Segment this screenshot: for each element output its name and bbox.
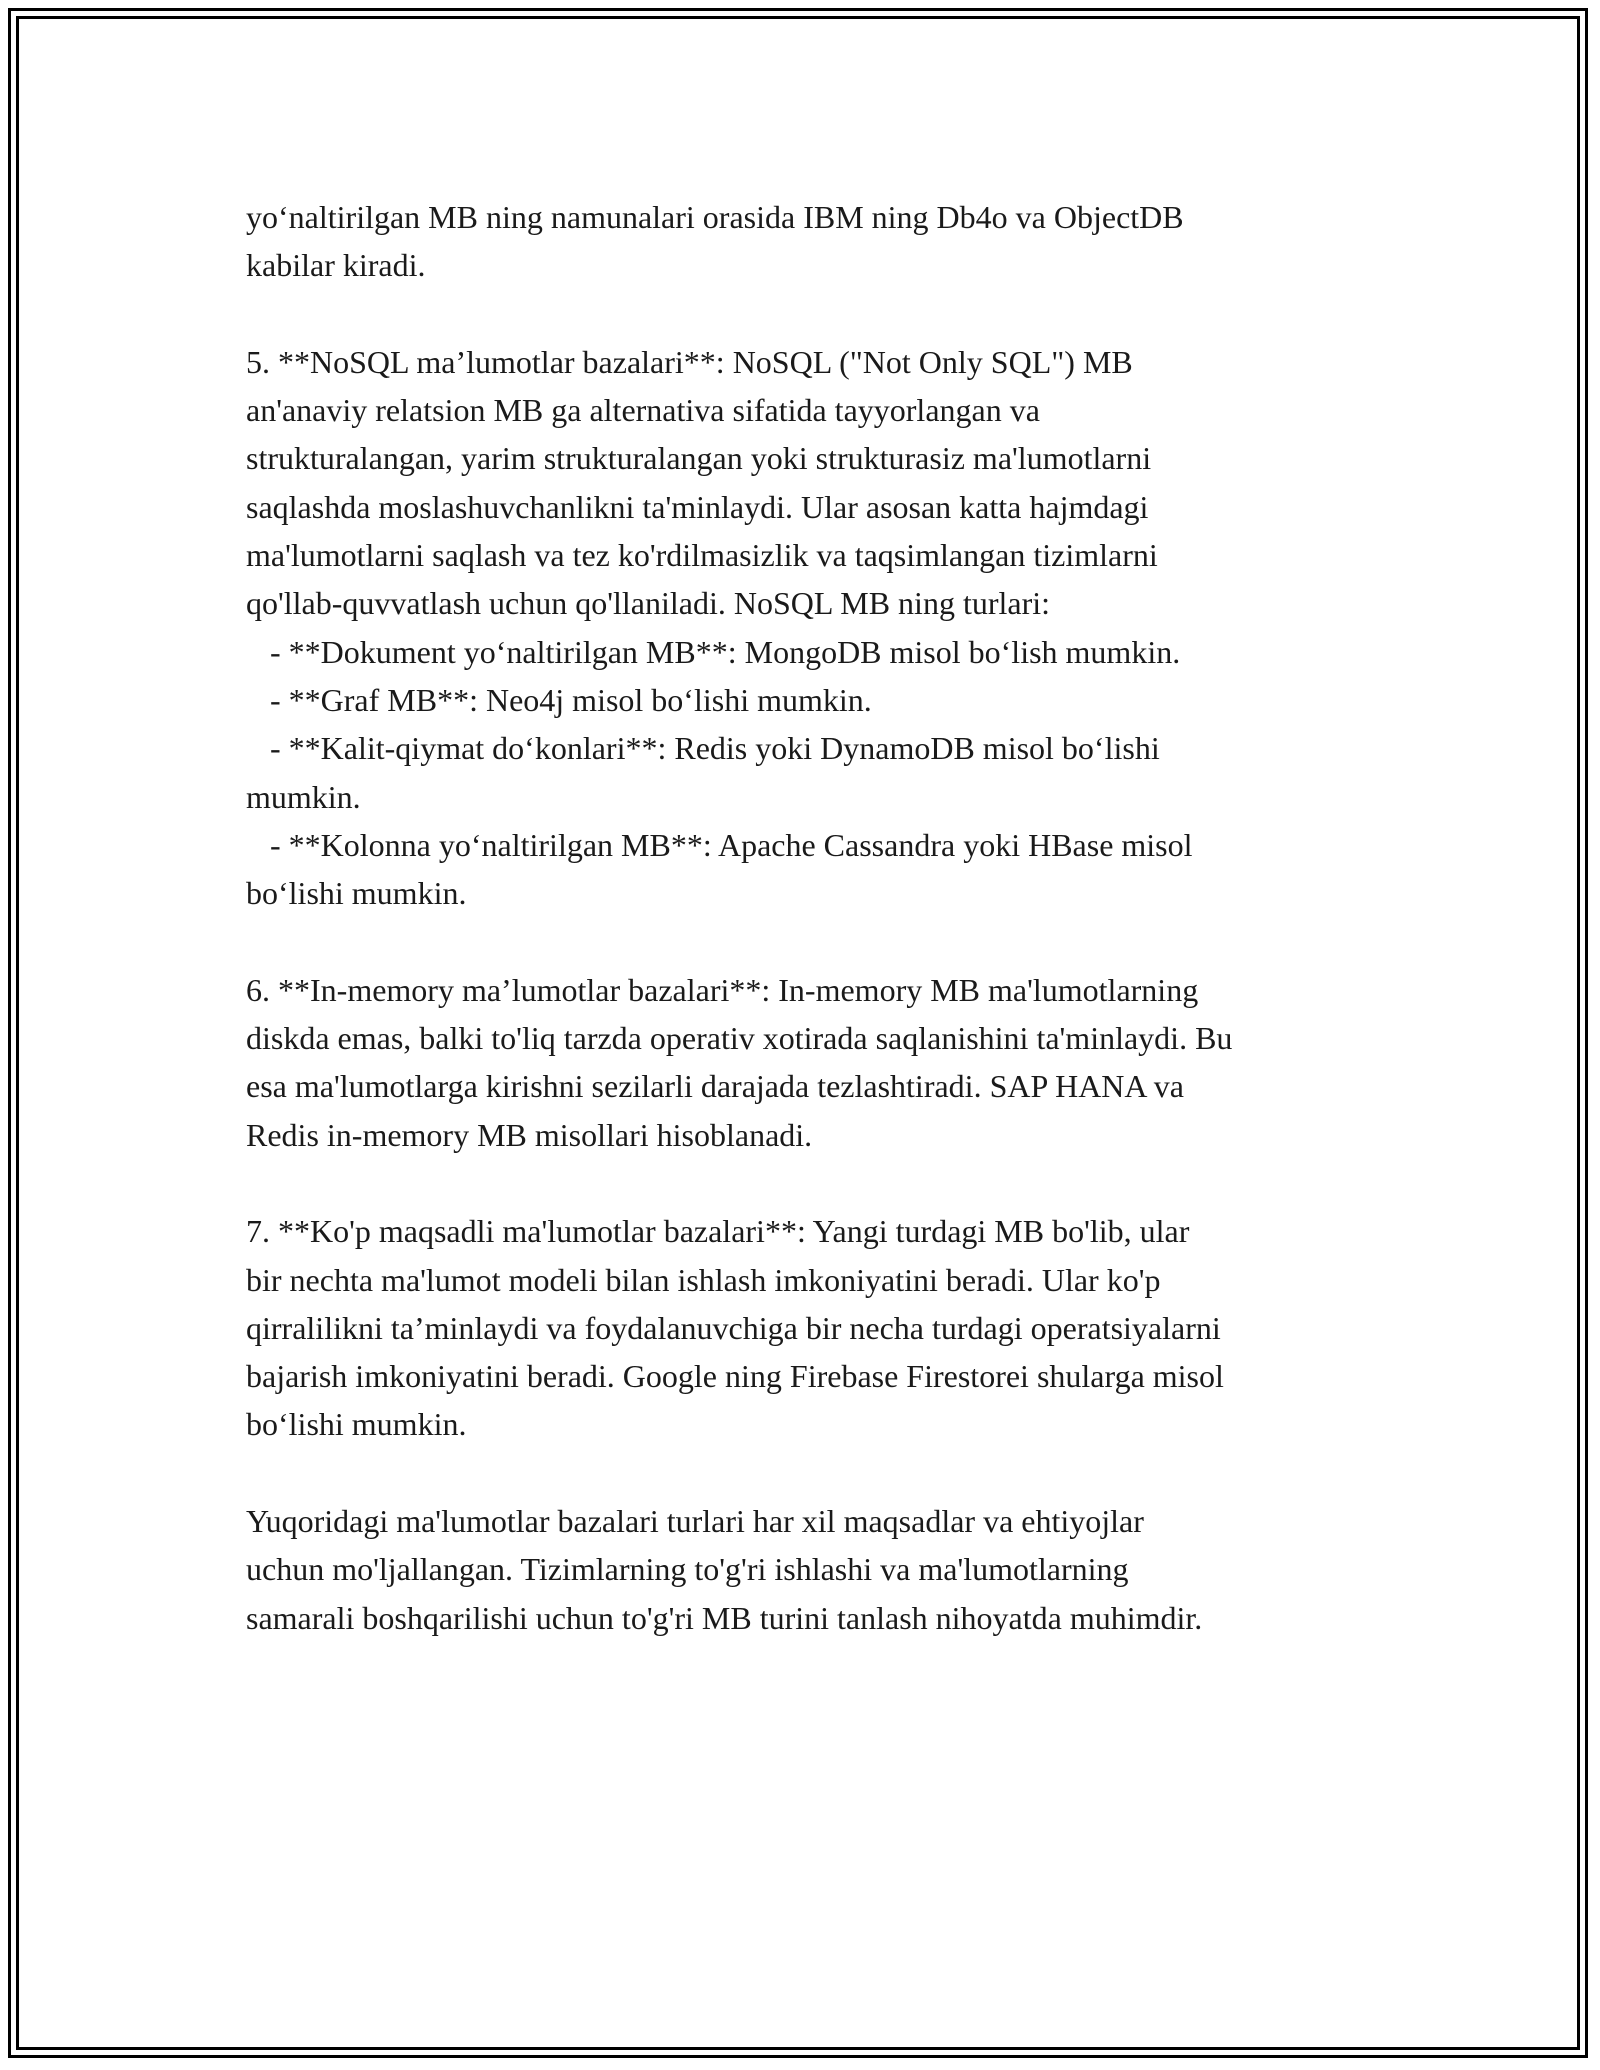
- text-line: 6. **In-memory ma’lumotlar bazalari**: In-memory MB ma'lumotlarning: [246, 971, 1199, 1008]
- text-line: strukturalangan, yarim strukturalangan yoki strukturasiz ma'lumotlarni: [246, 440, 1152, 477]
- paragraph-gap: [246, 290, 1396, 338]
- text-line: samarali boshqarilishi uchun to'g'ri MB turini tanlash nihoyatda muhimdir.: [246, 1599, 1203, 1636]
- paragraph-objectdb-continuation: [246, 193, 1396, 290]
- text-line: an'anaviy relatsion MB ga alternativa sifatida tayyorlangan va: [246, 392, 1040, 429]
- text-line: ma'lumotlarni saqlash va tez ko'rdilmasizlik va taqsimlangan tizimlarni: [246, 537, 1158, 574]
- text-line: qirralilikni ta’minlaydi va foydalanuvchiga bir necha turdagi operatsiyalarni: [246, 1309, 1221, 1346]
- paragraph-nosql: [246, 338, 1396, 918]
- text-line: esa ma'lumotlarga kirishni sezilarli darajada tezlashtiradi. SAP HANA va: [246, 1068, 1184, 1105]
- paragraph-conclusion: [246, 1497, 1396, 1642]
- text-line: uchun mo'ljallangan. Tizimlarning to'g'ri ishlashi va ma'lumotlarning: [246, 1551, 1129, 1588]
- text-line: Redis in-memory MB misollari hisoblanadi.: [246, 1116, 813, 1153]
- list-item-line: - **Kalit-qiymat do‘konlari**: Redis yoki DynamoDB misol bo‘lishi: [246, 730, 1160, 767]
- text-line: 7. **Ko'p maqsadli ma'lumotlar bazalari**: Yangi turdagi MB bo'lib, ular: [246, 1213, 1190, 1250]
- text-line: mumkin.: [246, 778, 361, 815]
- text-line: qo'llab-quvvatlash uchun qo'llaniladi. NoSQL MB ning turlari:: [246, 585, 1051, 622]
- paragraph-gap: [246, 917, 1396, 965]
- text-line: kabilar kiradi.: [246, 247, 426, 284]
- paragraph-gap: [246, 1449, 1396, 1497]
- list-item-line: - **Kolonna yo‘naltirilgan MB**: Apache Cassandra yoki HBase misol: [246, 826, 1193, 863]
- text-line: Yuqoridagi ma'lumotlar bazalari turlari har xil maqsadlar va ehtiyojlar: [246, 1503, 1144, 1540]
- paragraph-in-memory: [246, 966, 1396, 1159]
- list-item-line: - **Graf MB**: Neo4j misol bo‘lishi mumkin.: [246, 681, 872, 718]
- text-line: bo‘lishi mumkin.: [246, 875, 467, 912]
- text-line: yo‘naltirilgan MB ning namunalari orasida IBM ning Db4o va ObjectDB: [246, 199, 1184, 235]
- text-line: saqlashda moslashuvchanlikni ta'minlaydi. Ular asosan katta hajmdagi: [246, 488, 1149, 525]
- list-item-line: - **Dokument yo‘naltirilgan MB**: MongoDB misol bo‘lish mumkin.: [246, 633, 1181, 670]
- text-line: diskda emas, balki to'liq tarzda operativ xotirada saqlanishini ta'minlaydi. Bu: [246, 1020, 1233, 1057]
- paragraph-gap: [246, 1159, 1396, 1207]
- document-body: [246, 193, 1396, 1642]
- document-page: [8, 8, 1588, 2058]
- text-line: bajarish imkoniyatini beradi. Google ning Firebase Firestorei shularga misol: [246, 1358, 1224, 1395]
- text-line: bo‘lishi mumkin.: [246, 1406, 467, 1443]
- paragraph-multi-model: [246, 1207, 1396, 1448]
- text-line: bir nechta ma'lumot modeli bilan ishlash imkoniyatini beradi. Ular ko'p: [246, 1261, 1161, 1298]
- text-line: 5. **NoSQL ma’lumotlar bazalari**: NoSQL ("Not Only SQL") MB: [246, 343, 1133, 380]
